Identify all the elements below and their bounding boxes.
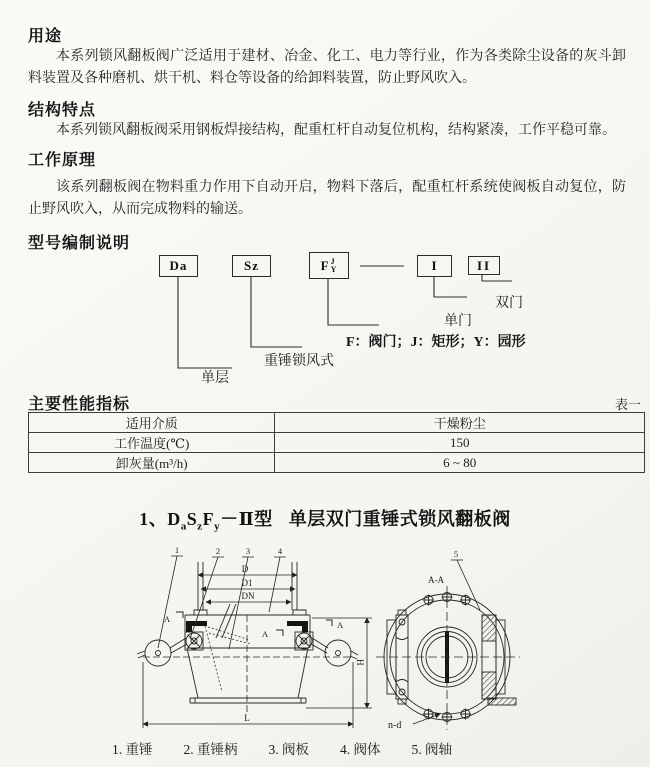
parts-caption (112, 738, 572, 758)
label-f-meanings: F：阀门；J：矩形；Y：园形 (346, 335, 526, 350)
callout-4: 4 (277, 546, 283, 556)
title-m3: F (202, 509, 215, 529)
value-cell: 干燥粉尘 (275, 413, 645, 433)
section-view-label: A-A (428, 575, 444, 585)
label-single-door: 单门 (444, 314, 472, 329)
callout-1: 1 (174, 545, 180, 555)
param-cell: 适用介质 (29, 413, 275, 433)
model-f-sup: J (330, 256, 336, 266)
model-box-f-variants (331, 258, 338, 274)
dim-l-label: L (244, 713, 250, 723)
bolt-spec-label: n-d (388, 720, 402, 731)
model-box-da: Da (159, 255, 198, 277)
left-bearing-bracket (186, 621, 207, 632)
title-name: 单层双门重锤式锁风翻板阀 (288, 509, 511, 529)
table-row (29, 453, 645, 473)
title-tail: －Ⅱ型 (220, 509, 273, 529)
model-box-f (309, 252, 349, 279)
caption-item: 1. 重锤 (112, 742, 153, 757)
title-number: 1、 (139, 509, 168, 529)
caption-item: 5. 阀轴 (411, 742, 452, 757)
label-single-layer: 单层 (201, 371, 229, 386)
dim-d-label: D (241, 564, 249, 574)
product-title (0, 505, 650, 533)
technical-drawing (110, 542, 650, 738)
heading-structure: 结构特点 (28, 102, 97, 119)
table-row (29, 433, 645, 453)
callout-2: 2 (215, 546, 221, 556)
paragraph-structure: 本系列锁风翻板阀采用钢板焊接结构，配重杠杆自动复位机构，结构紧凑，工作平稳可靠。 (56, 123, 616, 138)
heading-purpose: 用途 (28, 28, 63, 45)
paragraph-purpose: 本系列锁风翻板阀广泛适用于建材、冶金、化工、电力等行业，作为各类除尘设备的灰斗卸料装置及各种磨机、烘干机、料仓等设备的给卸料装置，防止野风吹入。 (28, 49, 626, 86)
model-box-ii: II (468, 256, 500, 275)
model-f-sub: Y (330, 264, 338, 274)
caption-item: 4. 阀体 (340, 742, 381, 757)
paragraph-principle: 该系列翻板阀在物料重力作用下自动开启，物料下落后，配重杠杆系统使阀板自动复位，防止野风吹入，从而完成物料的输送。 (28, 180, 626, 217)
model-box-sz: Sz (232, 255, 271, 277)
title-m1-sub: a (180, 520, 187, 533)
title-m2: S (186, 509, 198, 529)
caption-item: 3. 阀板 (268, 742, 309, 757)
callout-5: 5 (453, 549, 459, 559)
heading-performance: 主要性能指标 (28, 396, 131, 413)
dim-h-label: H (355, 659, 365, 666)
model-box-f-letter: F (320, 257, 330, 273)
table-number-tag: 表一 (614, 397, 641, 412)
param-cell: 工作温度(℃) (29, 433, 275, 453)
section-mark-a3: A (337, 620, 344, 630)
dim-dn-label: DN (241, 591, 255, 601)
right-bearing-bracket (287, 621, 308, 632)
value-cell: 6 ~ 80 (275, 453, 645, 473)
heading-model-code: 型号编制说明 (28, 235, 131, 252)
label-double-door: 双门 (495, 296, 523, 311)
caption-item: 2. 重锤柄 (183, 742, 238, 757)
value-cell: 150 (275, 433, 645, 453)
section-mark-a2: A (262, 629, 269, 639)
title-m3-sub: y (214, 520, 221, 533)
performance-table (28, 412, 645, 473)
section-mark-a1: A (164, 614, 171, 624)
model-box-i: I (417, 255, 452, 277)
heading-principle: 工作原理 (28, 152, 97, 169)
param-cell: 卸灰量(m³/h) (29, 453, 275, 473)
label-hammer-lock-type: 重锤锁风式 (264, 354, 334, 369)
dim-d1-label: D1 (241, 578, 253, 588)
title-m2-sub: z (197, 520, 203, 533)
callout-3: 3 (245, 546, 251, 556)
title-m1: D (167, 509, 181, 529)
table-row (29, 413, 645, 433)
